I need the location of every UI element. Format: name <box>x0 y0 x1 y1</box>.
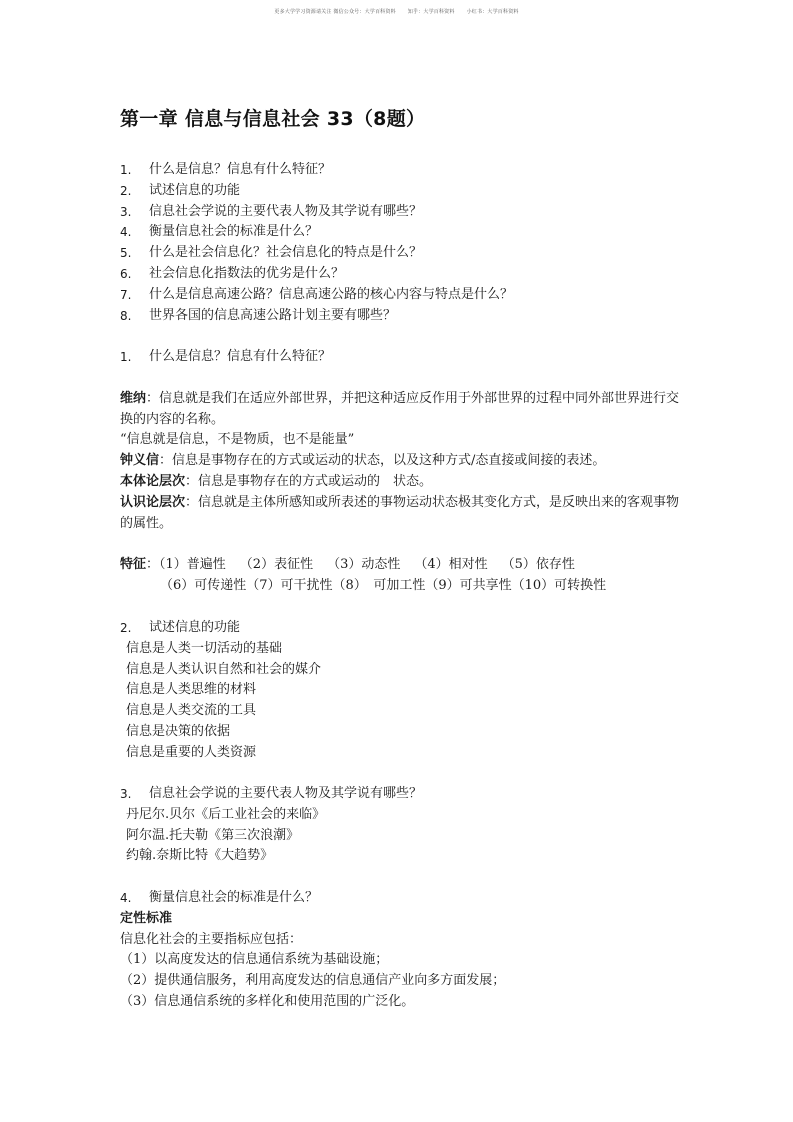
question-text: 试述信息的功能 <box>149 620 241 635</box>
epistemology-definition <box>120 493 690 535</box>
question-item <box>120 264 690 285</box>
question-text: 信息社会学说的主要代表人物及其学说有哪些？ <box>149 203 423 219</box>
header-xiaohongshu: 小红书：大学百科资料 <box>466 9 519 15</box>
question-text: 衡量信息社会的标准是什么？ <box>149 890 319 905</box>
wiener-label: 维纳 <box>120 390 147 406</box>
answer-q1 <box>120 347 690 597</box>
qualitative-standard-heading: 定性标准 <box>120 910 173 926</box>
scholar-item: 约翰.奈斯比特《大趋势》 <box>126 848 274 864</box>
question-number: 1. <box>120 350 132 364</box>
question-item <box>120 285 690 306</box>
function-item: 信息是人类交流的工具 <box>126 703 257 719</box>
indicator-intro: 信息化社会的主要指标应包括： <box>120 931 303 947</box>
feature: （4）相对性 <box>414 557 488 573</box>
question-text: 什么是信息？信息有什么特征？ <box>149 162 332 177</box>
zhong-text: ：信息是事物存在的方式或运动的状态，以及这种方式/态直接或间接的表述。 <box>159 453 606 469</box>
question-number: 6. <box>120 266 132 281</box>
scholar-item: 阿尔温.托夫勒《第三次浪潮》 <box>126 827 300 843</box>
question-text: 社会信息化指数法的优劣是什么？ <box>149 265 345 281</box>
answer-q3 <box>120 784 690 867</box>
question-list <box>120 160 690 326</box>
question-number: 7. <box>120 287 132 302</box>
ontology-text: ：信息是事物存在的方式或运动的 状态。 <box>185 473 433 489</box>
indicator-item: （1）以高度发达的信息通信系统为基础设施； <box>120 952 389 968</box>
indicator-item: （3）信息通信系统的多样化和使用范围的广泛化。 <box>120 993 415 1009</box>
question-text: 衡量信息社会的标准是什么？ <box>149 224 319 240</box>
answer-question-heading <box>120 784 690 805</box>
epistemology-text: ：信息就是主体所感知或所表述的事物运动状态极其变化方式，是反映出来的客观事物的属性。 <box>120 494 680 531</box>
features-line-1 <box>120 555 690 576</box>
quote: “信息就是信息，不是物质，也不是能量” <box>120 432 355 448</box>
answer-q4 <box>120 888 690 1013</box>
question-text: 试述信息的功能 <box>149 182 241 198</box>
epistemology-label: 认识论层次 <box>120 494 186 510</box>
chapter-title: 第一章 信息与信息社会 33（8题） <box>120 108 426 130</box>
zhong-label: 钟义信 <box>120 453 160 469</box>
header-zhihu: 知乎：大学百科资料 <box>407 9 455 15</box>
features-line-2: （6）可传递性（7）可干扰性（8） 可加工性（9）可共享性（10）可转换性 <box>160 578 607 594</box>
question-number: 3. <box>120 204 132 219</box>
zhong-definition <box>120 451 690 472</box>
function-item: 信息是人类一切活动的基础 <box>126 640 283 656</box>
header-wechat: 更多大学学习资源请关注 微信公众号：大学百科资料 <box>274 9 396 15</box>
feature: ：（1）普遍性 <box>146 557 226 573</box>
question-text: 什么是信息？信息有什么特征？ <box>149 349 332 364</box>
function-item: 信息是人类思维的材料 <box>126 682 257 698</box>
question-number: 4. <box>120 225 132 240</box>
wiener-definition <box>120 389 690 431</box>
scholar-item: 丹尼尔.贝尔《后工业社会的来临》 <box>126 806 326 822</box>
question-item <box>120 160 690 181</box>
function-item: 信息是人类认识自然和社会的媒介 <box>126 661 322 677</box>
ontology-definition <box>120 472 690 493</box>
question-number: 1. <box>120 163 132 177</box>
question-number: 2. <box>120 621 132 635</box>
answer-q2 <box>120 618 690 764</box>
question-item <box>120 306 690 327</box>
question-text: 什么是社会信息化？社会信息化的特点是什么？ <box>149 245 423 261</box>
features-label: 特征 <box>120 557 147 573</box>
question-number: 4. <box>120 891 132 905</box>
question-number: 8. <box>120 308 132 323</box>
indicator-item: （2）提供通信服务，利用高度发达的信息通信产业向多方面发展； <box>120 973 506 989</box>
function-item: 信息是决策的依据 <box>126 723 231 739</box>
feature: （2）表征性 <box>239 557 314 573</box>
question-number: 5. <box>120 246 132 261</box>
answer-question-heading <box>120 888 690 909</box>
question-number: 3. <box>120 787 132 801</box>
question-item <box>120 243 690 264</box>
question-text: 什么是信息高速公路？信息高速公路的核心内容与特点是什么？ <box>149 286 514 302</box>
answer-question-heading <box>120 618 690 639</box>
feature: （3）动态性 <box>327 557 401 573</box>
question-item <box>120 222 690 243</box>
wiener-text: ：信息就是我们在适应外部世界，并把这种适应反作用于外部世界的过程中同外部世界进行交换的内容的名称。 <box>120 390 680 427</box>
page-header <box>0 8 793 15</box>
question-text: 信息社会学说的主要代表人物及其学说有哪些？ <box>149 786 423 801</box>
ontology-label: 本体论层次 <box>120 473 186 489</box>
question-item <box>120 202 690 223</box>
question-number: 2. <box>120 183 132 198</box>
function-item: 信息是重要的人类资源 <box>126 744 257 760</box>
answer-question-heading <box>120 347 690 368</box>
question-text: 世界各国的信息高速公路计划主要有哪些？ <box>149 307 397 323</box>
feature: （5）依存性 <box>501 557 575 573</box>
question-item <box>120 181 690 202</box>
